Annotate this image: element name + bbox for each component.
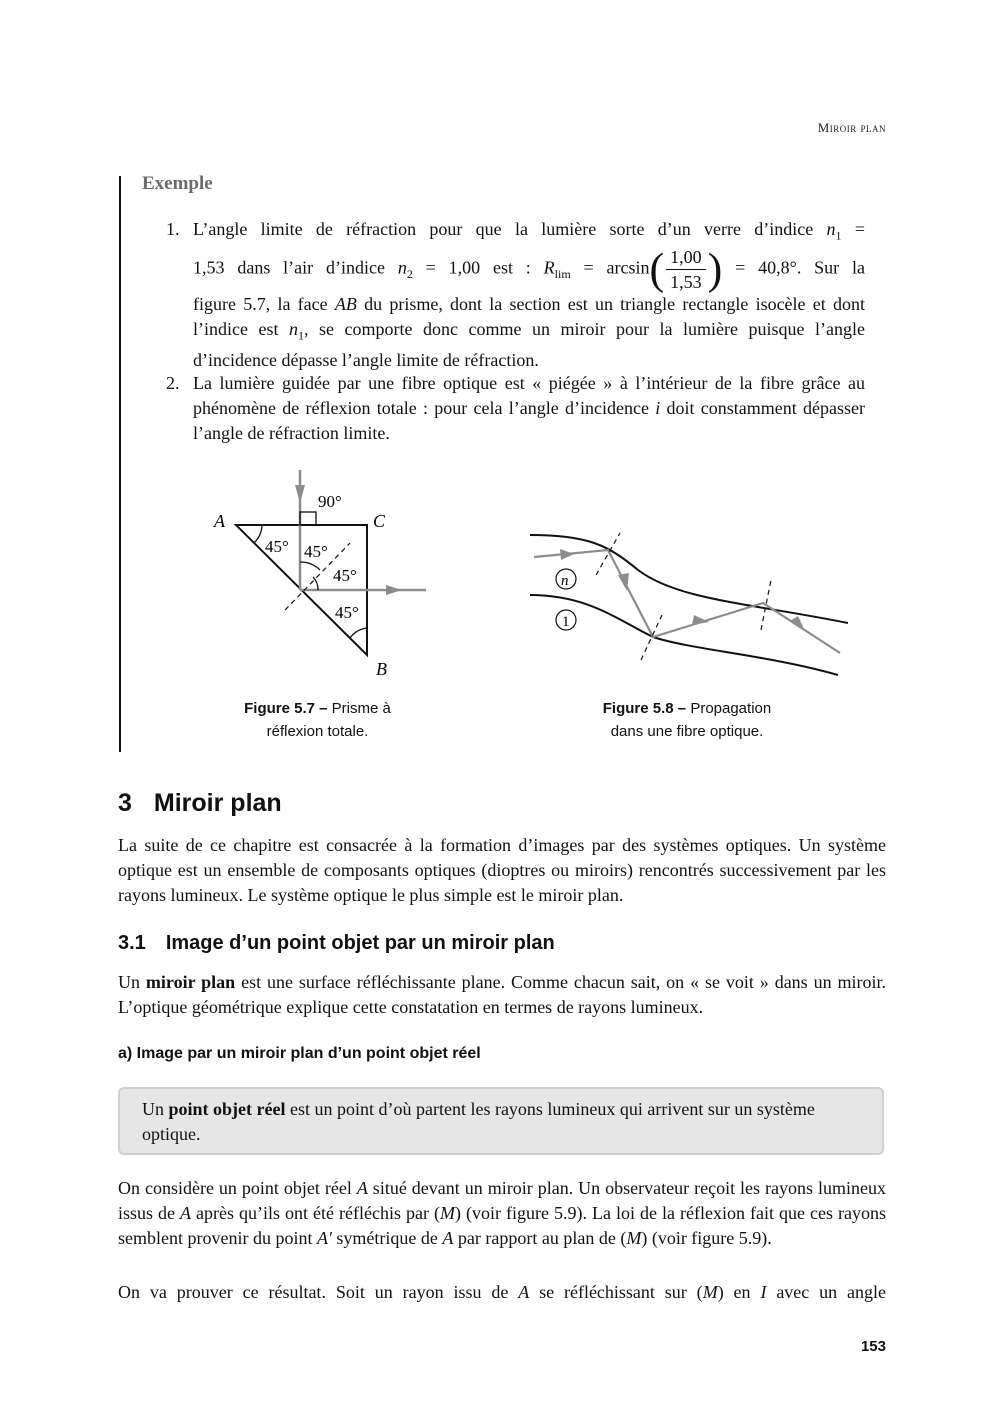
label-n: n [561,573,569,589]
figure-prism [200,465,440,685]
item-1-rest: figure 5.7, la face AB du prisme, dont la section est un triangle rectangle isocèle et dont l’indice est $n_1$, se comporte donc comme un miroir pour la lumière puisque l’angle d’incidence dépasse l’angle limite de réfraction. [193,293,865,371]
running-head: Miroir plan [817,120,886,135]
label-B: B [376,659,387,679]
arrow-icon [295,485,305,503]
figure-5-7-caption: Figure 5.7 – Prisme à réflexion totale. [244,700,391,740]
fiber-inner-boundary [530,595,838,675]
example-title: Exemple [142,173,213,194]
item-1-line-1: L’angle limite de réfraction pour que la lumière sorte d’un verre d’indice $n_1$ = [193,219,865,243]
arrow-icon [790,616,805,631]
angle-45-label: 45° [333,566,357,585]
example-item-2: 2. La lumière guidée par une fibre optique est « piégée » à l’intérieur de la fibre grâce au phénomène de réflexion totale : pour cela l’angle d’incidence i doit constamment dépasser l’angle de réfraction limite. [166,373,865,443]
angle-arc [300,562,320,570]
angle-arc [313,577,318,590]
label-A: A [214,511,225,531]
example-side-bar [119,176,121,752]
label-1: 1 [562,614,570,630]
arrow-icon [560,549,574,560]
angle-arc [350,628,367,638]
angle-45-label: 45° [304,542,328,561]
page-number: 153 [860,1338,886,1355]
item-number: 2. [166,373,180,393]
right-angle-mark [300,512,316,525]
angle-arc [254,525,262,543]
angle-45-label: 45° [335,603,359,622]
section-3-heading: 3 Miroir plan [118,789,282,817]
example-item-1 [166,217,865,373]
fiber-outer-boundary [530,535,848,623]
section-3-1-heading: 3.1 Image d’un point objet par un miroir plan [118,932,555,954]
subsection-a-heading: a) Image par un miroir plan d’un point objet réel [118,1045,481,1062]
section-3-intro: La suite de ce chapitre est consacrée à la formation d’images par des systèmes optiques. Un système optique est un ensemble de composants optiques (dioptres ou miroirs) rencontrés successivement par les rayons lumineux. Le système optique le plus simple est le miroir plan. [118,835,886,905]
subsection-a-paragraph-1: On considère un point objet réel A situé devant un miroir plan. Un observateur reçoit les rayons lumineux issus de A après qu’ils ont été réfléchis par (M) (voir figure 5.9). La loi de la réflexion fait que ces rayons semblent provenir du point A′ symétrique de A par rapport au plan de (M) (voir figure 5.9). [118,1178,886,1248]
angle-90-label: 90° [318,492,342,511]
arrow-icon [386,585,402,595]
item-1-line-2: 1,53 dans l’air d’indice $n_2 = 1,00$ est : $R_{lim} = \arcsin$( $\frac{1,00}{1,53}$ ) = 40,8°. Sur la [193,244,865,294]
fraction: $\frac{1,00}{1,53}$ [666,245,706,294]
item-number: 1. [166,219,180,239]
subsection-a-paragraph-2: On va prouver ce résultat. Soit un rayon issu de A se réfléchissant sur (M) en I avec un angle [118,1282,887,1302]
figure-5-8-caption: Figure 5.8 – Propagation dans une fibre optique. [602,700,772,740]
section-3-1-paragraph: Un miroir plan est une surface réfléchissante plane. Comme chacun sait, on « se voit » dans un miroir. L’optique géométrique explique cette constatation en termes de rayons lumineux. [118,972,886,1017]
definition-box: Un point objet réel est un point d’où partent les rayons lumineux qui arrivent sur un système optique. [118,1087,884,1155]
angle-45-label: 45° [265,537,289,556]
figure-fiber [528,525,858,685]
label-C: C [373,511,386,531]
